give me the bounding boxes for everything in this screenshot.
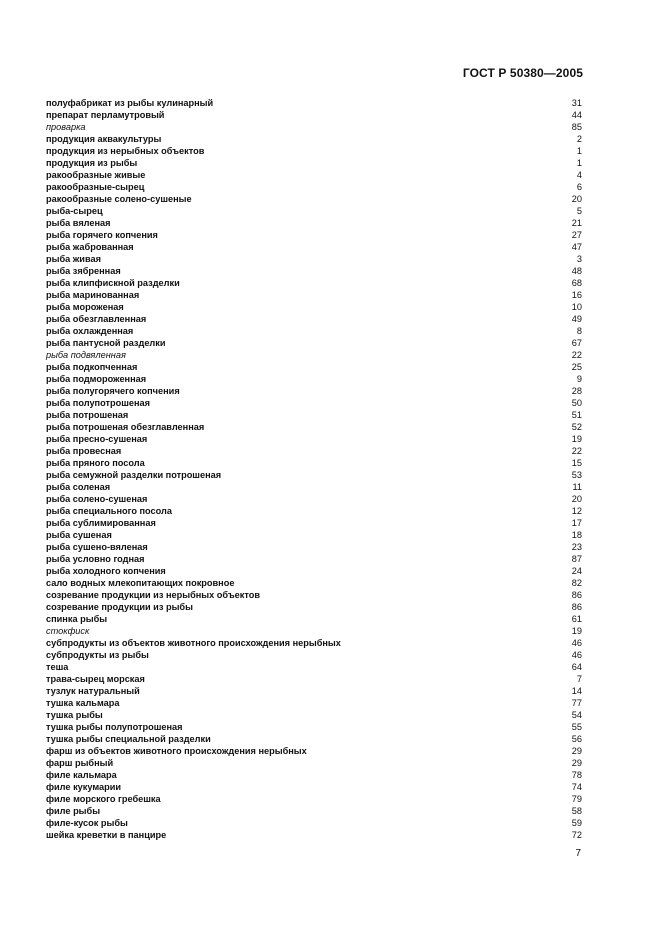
index-entry (46, 805, 582, 817)
index-entry (46, 685, 582, 697)
index-entry (46, 433, 582, 445)
index-page-ref: 10 (571, 302, 582, 312)
index-page-ref: 56 (571, 734, 582, 744)
index-term: рыба клипфискной разделки (46, 278, 180, 288)
index-entry (46, 829, 582, 841)
index-entry (46, 385, 582, 397)
index-term: рыба специального посола (46, 506, 172, 516)
index-term: рыба зябренная (46, 266, 121, 276)
index-term: ракообразные живые (46, 170, 146, 180)
index-term: созревание продукции из рыбы (46, 602, 193, 612)
index-term: рыба условно годная (46, 554, 145, 564)
index-page-ref: 19 (571, 626, 582, 636)
index-entry (46, 313, 582, 325)
index-entry (46, 517, 582, 529)
index-term: рыба-сырец (46, 206, 103, 216)
index-entry (46, 745, 582, 757)
index-entry (46, 781, 582, 793)
index-entry (46, 373, 582, 385)
index-page-ref: 14 (571, 686, 582, 696)
index-page-ref: 82 (571, 578, 582, 588)
index-term: стокфиск (46, 626, 90, 636)
index-page-ref: 77 (571, 698, 582, 708)
index-entry (46, 277, 582, 289)
index-term: продукция из нерыбных объектов (46, 146, 205, 156)
index-term: рыба семужной разделки потрошеная (46, 470, 222, 480)
index-page-ref: 58 (571, 806, 582, 816)
index-term: филе морского гребешка (46, 794, 161, 804)
index-page-ref: 7 (576, 674, 582, 684)
index-term: фарш рыбный (46, 758, 114, 768)
index-page-ref: 87 (571, 554, 582, 564)
index-entry (46, 397, 582, 409)
index-entry (46, 613, 582, 625)
index-term: рыба провесная (46, 446, 122, 456)
index-term: препарат перламутровый (46, 110, 165, 120)
index-page-ref: 86 (571, 590, 582, 600)
index-term: ракообразные-сырец (46, 182, 145, 192)
index-page-ref: 25 (571, 362, 582, 372)
index-entry (46, 553, 582, 565)
index-term: рыба охлажденная (46, 326, 134, 336)
index-page-ref: 74 (571, 782, 582, 792)
index-entry (46, 241, 582, 253)
index-term: рыба сушеная (46, 530, 112, 540)
index-term: рыба горячего копчения (46, 230, 158, 240)
index-page-ref: 31 (571, 98, 582, 108)
index-page-ref: 1 (576, 146, 582, 156)
index-entry (46, 169, 582, 181)
index-page-ref: 15 (571, 458, 582, 468)
index-page-ref: 22 (571, 350, 582, 360)
index-page-ref: 6 (576, 182, 582, 192)
index-page-ref: 22 (571, 446, 582, 456)
index-entry (46, 493, 582, 505)
index-term: фарш из объектов животного происхождения нерыбных (46, 746, 307, 756)
index-page-ref: 61 (571, 614, 582, 624)
index-term: рыба сублимированная (46, 518, 156, 528)
index-page-ref: 18 (571, 530, 582, 540)
page-number: 7 (575, 848, 581, 859)
index-entry (46, 481, 582, 493)
index-entry (46, 265, 582, 277)
index-entry (46, 529, 582, 541)
index-page-ref: 79 (571, 794, 582, 804)
index-page-ref: 23 (571, 542, 582, 552)
index-entry (46, 445, 582, 457)
index-entry (46, 649, 582, 661)
index-term: субпродукты из объектов животного происхождения нерыбных (46, 638, 341, 648)
index-page-ref: 2 (576, 134, 582, 144)
index-entry (46, 361, 582, 373)
index-entry (46, 637, 582, 649)
index-page-ref: 47 (571, 242, 582, 252)
index-term: рыба вяленая (46, 218, 111, 228)
index-entry (46, 673, 582, 685)
index-page-ref: 50 (571, 398, 582, 408)
index-entry (46, 145, 582, 157)
index-term: рыба подкопченная (46, 362, 138, 372)
index-term: спинка рыбы (46, 614, 108, 624)
index-term: теша (46, 662, 69, 672)
index-term: рыба пантусной разделки (46, 338, 166, 348)
index-entry (46, 157, 582, 169)
index-entry (46, 457, 582, 469)
index-term: шейка креветки в панцире (46, 830, 167, 840)
index-entry (46, 109, 582, 121)
index-page-ref: 1 (576, 158, 582, 168)
alphabetical-index (46, 97, 582, 841)
index-entry (46, 793, 582, 805)
index-term: продукция аквакультуры (46, 134, 162, 144)
index-term: проварка (46, 122, 86, 132)
index-page-ref: 59 (571, 818, 582, 828)
index-page-ref: 19 (571, 434, 582, 444)
index-page-ref: 86 (571, 602, 582, 612)
index-entry (46, 469, 582, 481)
index-entry (46, 625, 582, 637)
index-page-ref: 27 (571, 230, 582, 240)
index-page-ref: 49 (571, 314, 582, 324)
index-entry (46, 325, 582, 337)
index-term: трава-сырец морская (46, 674, 145, 684)
index-entry (46, 565, 582, 577)
index-entry (46, 421, 582, 433)
index-entry (46, 133, 582, 145)
index-term: рыба солено-сушеная (46, 494, 148, 504)
index-entry (46, 217, 582, 229)
index-page-ref: 21 (571, 218, 582, 228)
index-term: рыба маринованная (46, 290, 140, 300)
index-term: рыба потрошеная (46, 410, 129, 420)
index-page-ref: 68 (571, 278, 582, 288)
index-term: рыба пряного посола (46, 458, 145, 468)
index-page-ref: 67 (571, 338, 582, 348)
index-term: рыба обезглавленная (46, 314, 147, 324)
index-page-ref: 20 (571, 194, 582, 204)
index-term: рыба подвяленная (46, 350, 126, 360)
index-entry (46, 349, 582, 361)
index-page-ref: 3 (576, 254, 582, 264)
index-term: рыба потрошеная обезглавленная (46, 422, 205, 432)
index-term: сало водных млекопитающих покровное (46, 578, 235, 588)
index-entry (46, 577, 582, 589)
index-entry (46, 661, 582, 673)
index-page-ref: 46 (571, 638, 582, 648)
index-page-ref: 12 (571, 506, 582, 516)
index-term: субпродукты из рыбы (46, 650, 149, 660)
index-entry (46, 541, 582, 553)
index-entry (46, 253, 582, 265)
index-page-ref: 9 (576, 374, 582, 384)
index-term: рыба живая (46, 254, 101, 264)
index-entry (46, 769, 582, 781)
index-entry (46, 181, 582, 193)
index-term: рыба полупотрошеная (46, 398, 150, 408)
index-term: рыба мороженая (46, 302, 124, 312)
index-page-ref: 55 (571, 722, 582, 732)
index-entry (46, 301, 582, 313)
index-term: тузлук натуральный (46, 686, 140, 696)
index-term: рыба сушено-вяленая (46, 542, 148, 552)
index-page-ref: 78 (571, 770, 582, 780)
index-term: рыба пресно-сушеная (46, 434, 148, 444)
index-term: филе-кусок рыбы (46, 818, 128, 828)
index-entry (46, 757, 582, 769)
index-entry (46, 193, 582, 205)
index-term: филе кукумарии (46, 782, 122, 792)
index-page-ref: 85 (571, 122, 582, 132)
index-page-ref: 64 (571, 662, 582, 672)
index-term: филе кальмара (46, 770, 117, 780)
index-page-ref: 54 (571, 710, 582, 720)
index-term: рыба подмороженная (46, 374, 147, 384)
index-entry (46, 289, 582, 301)
index-entry (46, 337, 582, 349)
index-entry (46, 205, 582, 217)
index-page-ref: 29 (571, 746, 582, 756)
index-page-ref: 24 (571, 566, 582, 576)
index-page-ref: 72 (571, 830, 582, 840)
index-entry (46, 229, 582, 241)
index-term: созревание продукции из нерыбных объектов (46, 590, 261, 600)
index-term: тушка рыбы полупотрошеная (46, 722, 183, 732)
index-entry (46, 121, 582, 133)
index-term: рыба жаброванная (46, 242, 134, 252)
index-page-ref: 28 (571, 386, 582, 396)
index-term: тушка рыбы (46, 710, 103, 720)
index-page-ref: 20 (571, 494, 582, 504)
index-page-ref: 48 (571, 266, 582, 276)
index-entry (46, 97, 582, 109)
index-entry (46, 697, 582, 709)
index-page-ref: 46 (571, 650, 582, 660)
index-entry (46, 409, 582, 421)
index-entry (46, 601, 582, 613)
index-term: тушка кальмара (46, 698, 120, 708)
index-page-ref: 52 (571, 422, 582, 432)
index-entry (46, 721, 582, 733)
index-page-ref: 16 (571, 290, 582, 300)
index-term: рыба соленая (46, 482, 111, 492)
index-entry (46, 733, 582, 745)
index-term: рыба холодного копчения (46, 566, 166, 576)
index-page-ref: 53 (571, 470, 582, 480)
index-page-ref: 17 (571, 518, 582, 528)
index-page-ref: 44 (571, 110, 582, 120)
index-term: тушка рыбы специальной разделки (46, 734, 211, 744)
index-term: рыба полугорячего копчения (46, 386, 180, 396)
index-entry (46, 589, 582, 601)
index-term: полуфабрикат из рыбы кулинарный (46, 98, 214, 108)
index-page-ref: 4 (576, 170, 582, 180)
document-header: ГОСТ Р 50380—2005 (462, 66, 583, 80)
index-page-ref: 11 (572, 482, 582, 492)
index-entry (46, 709, 582, 721)
index-term: продукция из рыбы (46, 158, 138, 168)
index-entry (46, 817, 582, 829)
index-term: ракообразные солено-сушеные (46, 194, 192, 204)
index-term: филе рыбы (46, 806, 101, 816)
index-page-ref: 51 (571, 410, 582, 420)
index-entry (46, 505, 582, 517)
index-page-ref: 29 (571, 758, 582, 768)
index-page-ref: 8 (576, 326, 582, 336)
index-page-ref: 5 (576, 206, 582, 216)
